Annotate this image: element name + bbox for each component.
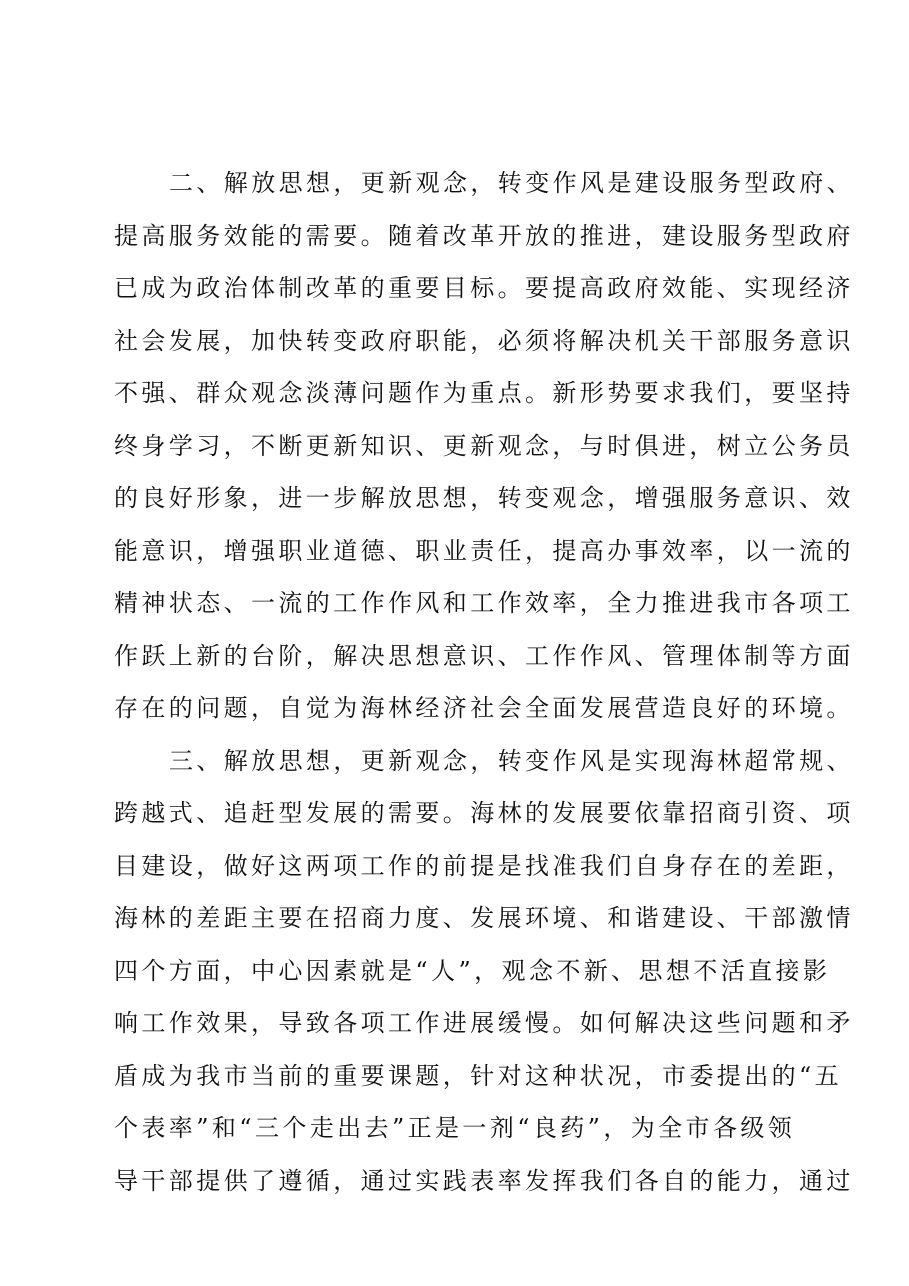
paragraph-3	[114, 735, 854, 1208]
paragraph-line: 作跃上新的台阶，解决思想意识、工作作风、管理体制等方面	[114, 641, 854, 670]
paragraph-line: 盾成为我市当前的重要课题，针对这种状况，市委提出的“五	[114, 1061, 843, 1090]
paragraph-line: 目建设，做好这两项工作的前提是找准我们自身存在的差距，	[114, 851, 854, 880]
paragraph-line: 二、解放思想，更新观念，转变作风是建设服务型政府、	[169, 169, 854, 197]
paragraph-line: 响工作效果，导致各项工作进展缓慢。如何解决这些问题和矛	[114, 1009, 854, 1037]
paragraph-line: 已成为政治体制改革的重要目标。要提高政府效能、实现经济	[114, 274, 854, 302]
paragraph-line: 终身学习，不断更新知识、更新观念，与时俱进，树立公务员	[114, 431, 854, 460]
paragraph-line: 导干部提供了遵循，通过实践表率发挥我们各自的能力，通过	[114, 1166, 854, 1195]
paragraph-line: 精神状态、一流的工作作风和工作效率，全力推进我市各项工	[114, 589, 854, 617]
paragraph-2	[114, 157, 854, 735]
paragraph-line: 个表率”和“三个走出去”正是一剂“良药”，为全市各级领	[114, 1114, 796, 1142]
paragraph-line: 提高服务效能的需要。随着改革开放的推进，建设服务型政府	[114, 221, 854, 250]
paragraph-line: 跨越式、追赶型发展的需要。海林的发展要依靠招商引资、项	[114, 799, 854, 827]
paragraph-line: 海林的差距主要在招商力度、发展环境、和谐建设、干部激情	[114, 904, 854, 932]
document-body	[114, 157, 854, 1207]
paragraph-line: 三、解放思想，更新观念，转变作风是实现海林超常规、	[169, 746, 854, 775]
paragraph-line: 社会发展，加快转变政府职能，必须将解决机关干部服务意识	[114, 326, 854, 355]
paragraph-line: 存在的问题，自觉为海林经济社会全面发展营造良好的环境。	[114, 694, 854, 722]
paragraph-line: 的良好形象，进一步解放思想，转变观念，增强服务意识、效	[114, 484, 854, 512]
paragraph-line: 能意识，增强职业道德、职业责任，提高办事效率，以一流的	[114, 536, 854, 565]
paragraph-line: 不强、群众观念淡薄问题作为重点。新形势要求我们，要坚持	[114, 379, 854, 407]
paragraph-line: 四个方面，中心因素就是“人”，观念不新、思想不活直接影	[114, 956, 831, 985]
